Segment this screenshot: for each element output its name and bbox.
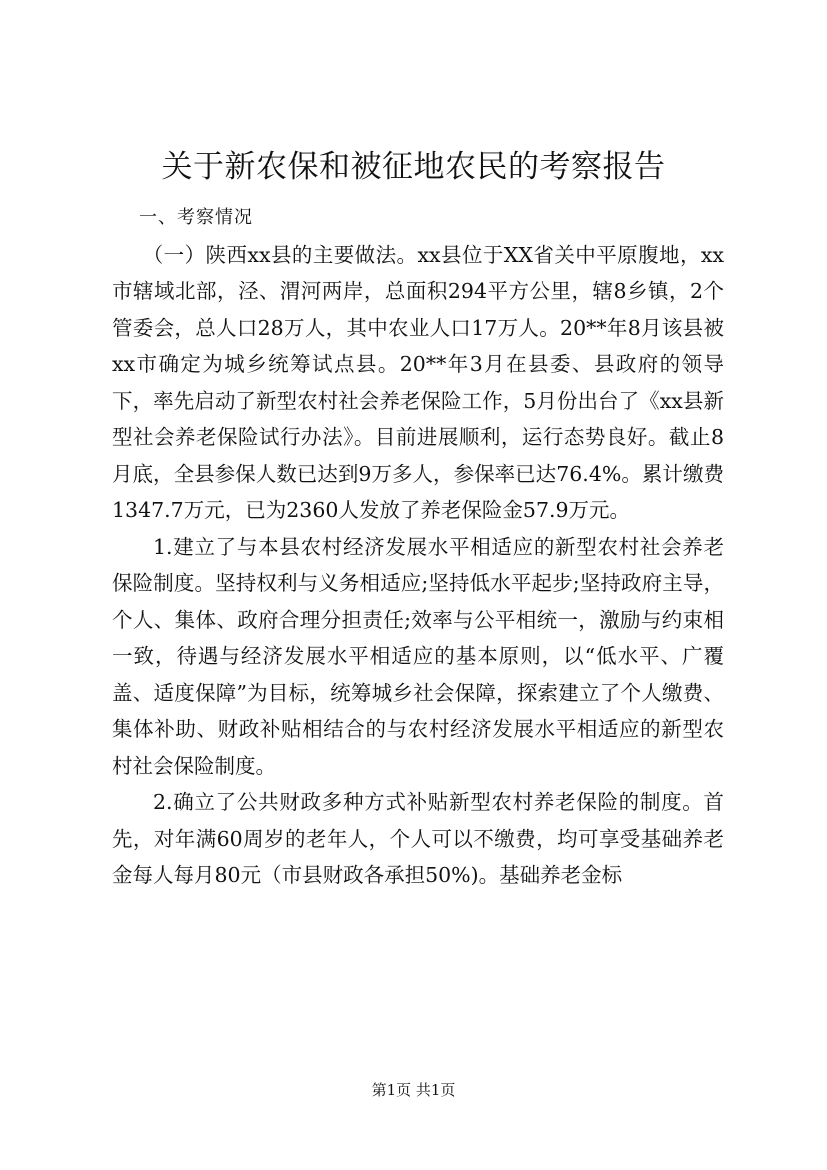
document-title: 关于新农保和被征地农民的考察报告: [161, 149, 666, 185]
paragraph-point-2: 2.确立了公共财政多种方式补贴新型农村养老保险的制度。首先，对年满60周岁的老年人，个人可以不缴费，均可享受基础养老金每人每月80元（市县财政各承担50%)。基础养老金标: [112, 790, 724, 887]
paragraph-point-1: 1.建立了与本县农村经济发展水平相适应的新型农村社会养老保险制度。坚持权利与义务相适应;坚持低水平起步;坚持政府主导，个人、集体、政府合理分担责任;效率与公平相统一，激励与约束相一致，待遇与经济发展水平相适应的基本原则，以“低水平、广覆盖、适度保障”为目标，统筹城乡社会保障，探索建立了个人缴费、集体补助、财政补贴相结合的与农村经济发展水平相适应的新型农村社会保险制度。: [112, 534, 724, 778]
document-body: [112, 200, 724, 894]
section-heading: 一、考察情况: [139, 207, 253, 228]
page-footer: 第1页 共1页: [371, 1081, 456, 1099]
paragraph-overview: （一）陕西xx县的主要做法。xx县位于XX省关中平原腹地，xx市辖域北部，泾、渭河两岸，总面积294平方公里，辖8乡镇，2个管委会，总人口28万人，其中农业人口17万人。20**年8月该县被xx市确定为城乡统筹试点县。20**年3月在县委、县政府的领导下，率先启动了新型农村社会养老保险工作，5月份出台了《xx县新型社会养老保险试行办法》。目前进展顺利，运行态势良好。截止8月底，全县参保人数已达到9万多人，参保率已达76.4%。累计缴费1347.7万元，已为2360人发放了养老保险金57.9万元。: [112, 242, 724, 522]
